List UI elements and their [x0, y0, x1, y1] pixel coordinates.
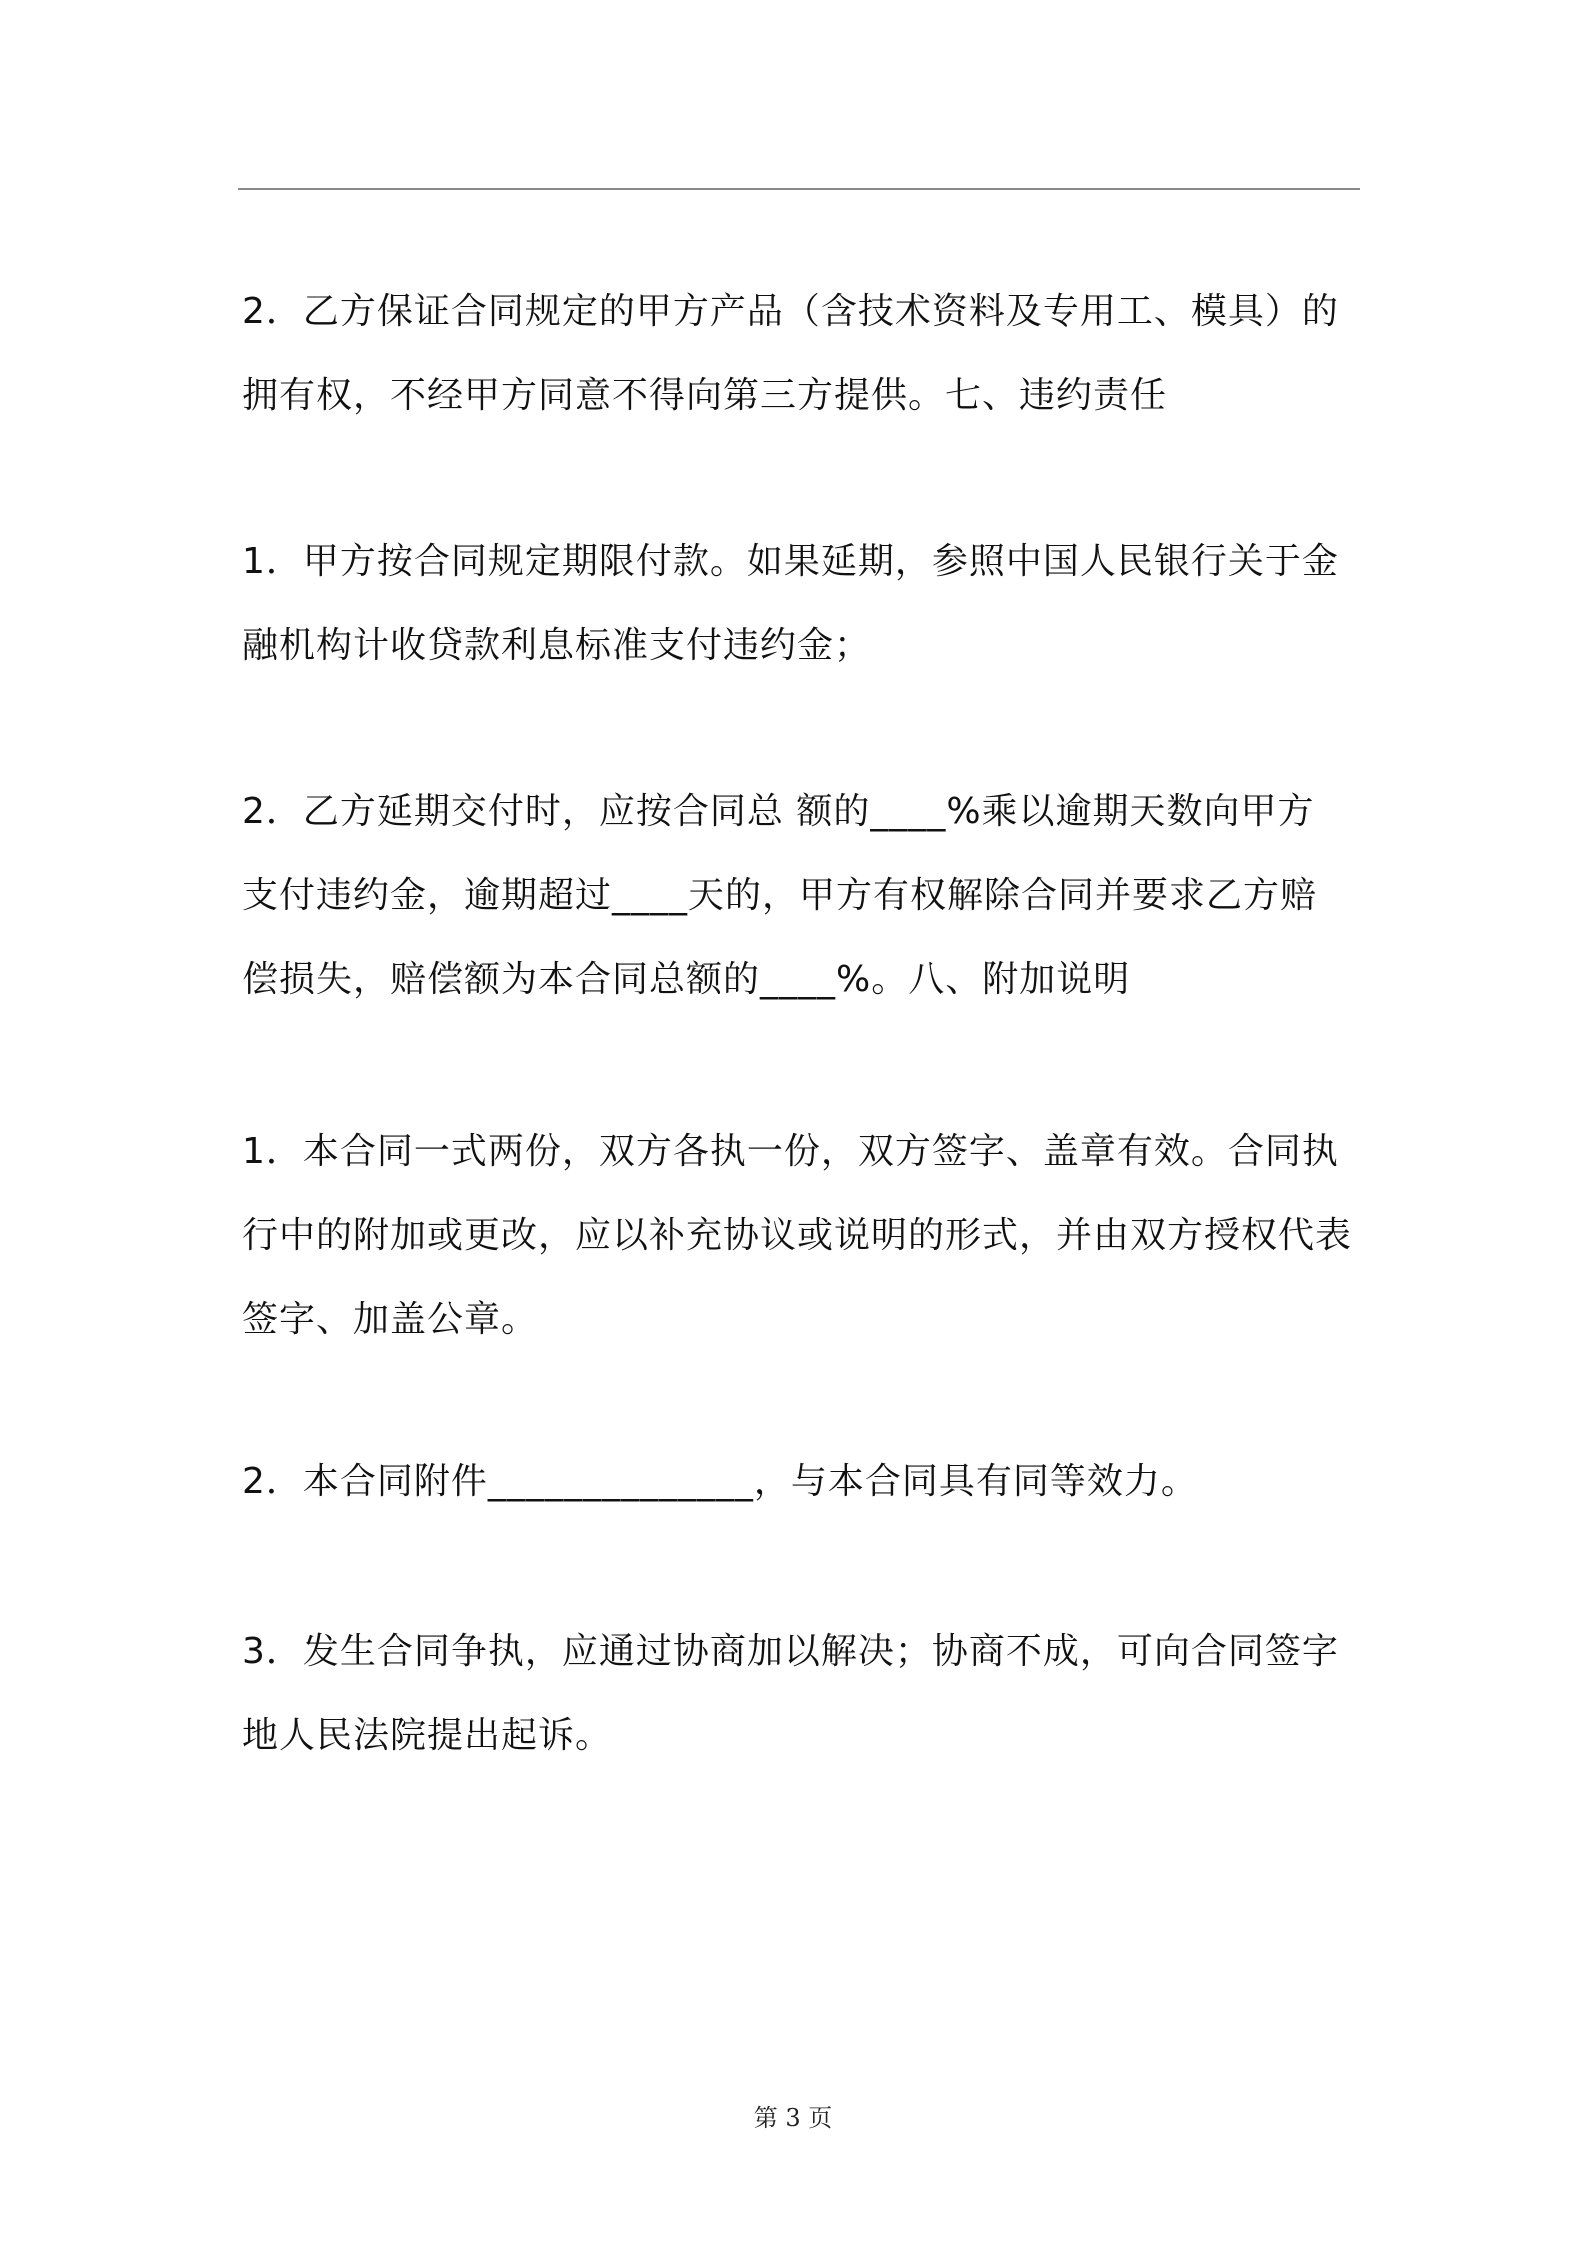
text-line: 2．乙方延期交付时，应按合同总 额的____%乘以逾期天数向甲方 [242, 791, 1315, 832]
text-line: 2．本合同附件______________，与本合同具有同等效力。 [242, 1461, 1198, 1502]
text-line: 拥有权，不经甲方同意不得向第三方提供。七、违约责任 [242, 375, 1168, 416]
text-line: 1．甲方按合同规定期限付款。如果延期，参照中国人民银行关于金 [242, 541, 1339, 582]
paragraph-dispute-resolution [242, 1610, 1362, 1778]
paragraph-copies-signature [242, 1110, 1362, 1362]
paragraph-delivery-delay [242, 770, 1362, 1022]
text-line: 融机构计收贷款利息标准支付违约金； [242, 625, 872, 666]
text-line: 行中的附加或更改，应以补充协议或说明的形式，并由双方授权代表 [242, 1215, 1353, 1256]
text-line: 2．乙方保证合同规定的甲方产品（含技术资料及专用工、模具）的 [242, 291, 1339, 332]
paragraph-supplier-guarantee [242, 270, 1362, 438]
paragraph-payment-delay [242, 520, 1362, 688]
text-line: 支付违约金，逾期超过____天的，甲方有权解除合同并要求乙方赔 [242, 875, 1318, 916]
page-number: 第 3 页 [753, 2104, 833, 2132]
header-rule [238, 188, 1360, 190]
text-line: 3．发生合同争执，应通过协商加以解决；协商不成，可向合同签字 [242, 1631, 1339, 1672]
text-line: 1．本合同一式两份，双方各执一份，双方签字、盖章有效。合同执 [242, 1131, 1339, 1172]
paragraph-attachments [242, 1440, 1362, 1524]
text-line: 地人民法院提出起诉。 [242, 1715, 613, 1756]
text-line: 偿损失，赔偿额为本合同总额的____%。八、附加说明 [242, 959, 1131, 1000]
text-line: 签字、加盖公章。 [242, 1299, 539, 1340]
